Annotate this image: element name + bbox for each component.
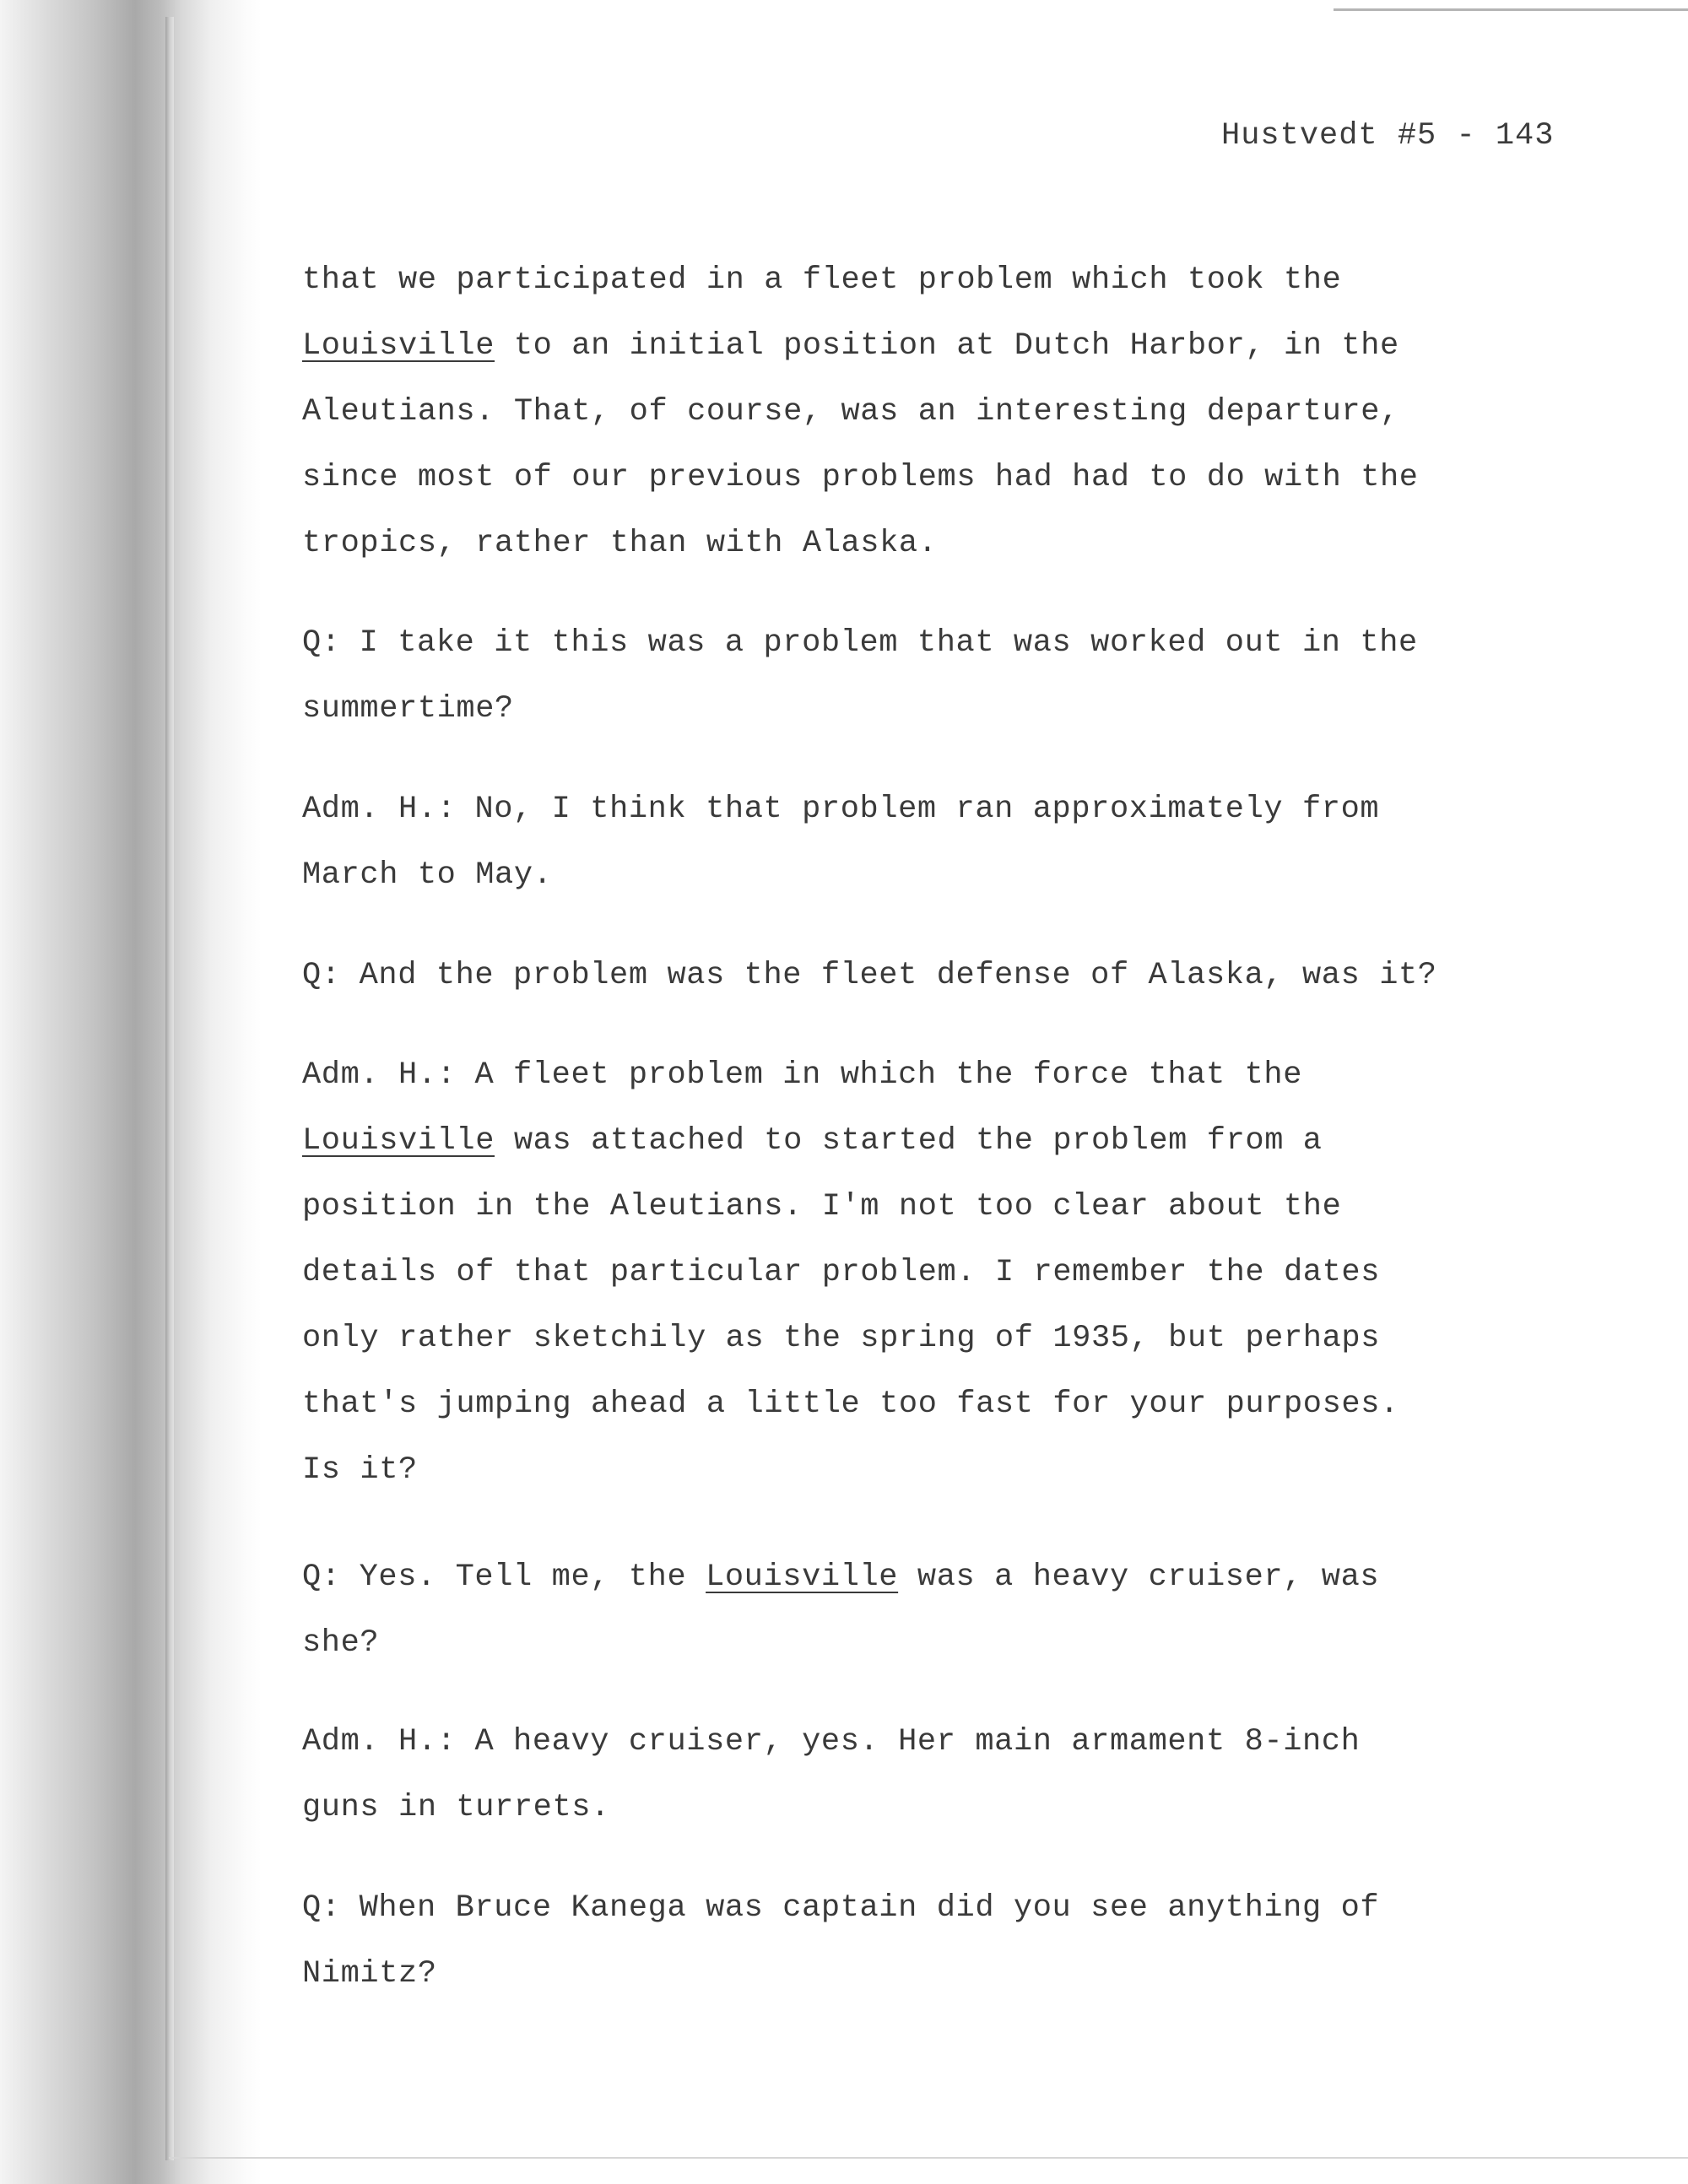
text-line xyxy=(302,1371,1518,1437)
paragraph-answer xyxy=(302,776,1518,908)
text-line xyxy=(302,1610,1518,1676)
page-top-edge xyxy=(1334,8,1688,11)
line-text: only rather sketchily as the spring of 1935, but perhaps xyxy=(302,1321,1381,1356)
text-line xyxy=(302,1544,1518,1610)
text-line xyxy=(302,1437,1518,1503)
line-text: Aleutians. That, of course, was an interesting departure, xyxy=(302,394,1399,430)
text-line xyxy=(302,676,1518,742)
paragraph-question xyxy=(302,610,1518,742)
speaker-label: Q: xyxy=(302,625,341,661)
paragraph-narrative xyxy=(302,247,1518,576)
text-line xyxy=(302,247,1518,313)
line-text: that's jumping ahead a little too fast for your purposes. xyxy=(302,1387,1399,1422)
line-text: March to May. xyxy=(302,857,553,893)
paragraph-question xyxy=(302,1544,1518,1676)
ship-name-underlined: Louisville xyxy=(302,328,495,364)
text-line xyxy=(302,1941,1518,2007)
line-text: No, I think that problem ran approximately from xyxy=(474,792,1380,827)
text-line xyxy=(302,1174,1518,1240)
text-line xyxy=(302,1240,1518,1306)
line-text: was a heavy cruiser, was xyxy=(898,1560,1380,1595)
line-text: tropics, rather than with Alaska. xyxy=(302,526,938,561)
paragraph-answer xyxy=(302,1042,1518,1503)
line-text: Nimitz? xyxy=(302,1956,437,1992)
text-line xyxy=(302,842,1518,908)
line-text: was attached to started the problem from a xyxy=(495,1123,1323,1159)
speaker-label: Adm. H.: xyxy=(302,1724,457,1760)
line-text: guns in turrets. xyxy=(302,1790,610,1825)
paragraph-question xyxy=(302,1875,1518,2007)
page-bottom-edge xyxy=(169,2157,1688,2159)
binding-gutter-shadow xyxy=(0,0,262,2184)
text-line xyxy=(302,379,1518,445)
ship-name-underlined: Louisville xyxy=(302,1123,495,1159)
speaker-label: Q: xyxy=(302,1560,341,1595)
text-line xyxy=(302,1709,1518,1775)
text-line xyxy=(302,1875,1518,1941)
line-text: When Bruce Kanega was captain did you see anything of xyxy=(359,1890,1380,1926)
line-text: A heavy cruiser, yes. Her main armament 8-inch xyxy=(474,1724,1361,1760)
line-text: Is it? xyxy=(302,1452,418,1488)
paragraph-answer xyxy=(302,1709,1518,1841)
line-text: that we participated in a fleet problem which took the xyxy=(302,262,1342,298)
line-text: she? xyxy=(302,1625,380,1661)
speaker-label: Q: xyxy=(302,1890,341,1926)
text-line xyxy=(302,1108,1518,1174)
text-line xyxy=(302,776,1518,842)
paragraph-question xyxy=(302,943,1518,1008)
line-text: since most of our previous problems had had to do with the xyxy=(302,460,1419,495)
text-line xyxy=(302,313,1518,379)
ship-name-underlined: Louisville xyxy=(706,1560,899,1595)
line-text: summertime? xyxy=(302,691,514,727)
line-text: A fleet problem in which the force that the xyxy=(474,1057,1302,1093)
line-text: position in the Aleutians. I'm not too clear about the xyxy=(302,1189,1342,1224)
page-header: Hustvedt #5 - 143 xyxy=(1221,118,1555,154)
line-text: I take it this was a problem that was worked out in the xyxy=(359,625,1418,661)
line-text: And the problem was the fleet defense of Alaska, was it? xyxy=(359,958,1437,993)
line-text: Yes. Tell me, the xyxy=(359,1560,706,1595)
line-text: to an initial position at Dutch Harbor, in the xyxy=(495,328,1399,364)
text-line xyxy=(302,943,1518,1008)
speaker-label: Adm. H.: xyxy=(302,1057,457,1093)
text-line xyxy=(302,511,1518,576)
text-line xyxy=(302,445,1518,511)
speaker-label: Adm. H.: xyxy=(302,792,457,827)
binding-fold xyxy=(165,17,174,2160)
speaker-label: Q: xyxy=(302,958,341,993)
text-line xyxy=(302,610,1518,676)
line-text: details of that particular problem. I remember the dates xyxy=(302,1255,1381,1290)
text-line xyxy=(302,1775,1518,1841)
text-line xyxy=(302,1306,1518,1371)
text-line xyxy=(302,1042,1518,1108)
